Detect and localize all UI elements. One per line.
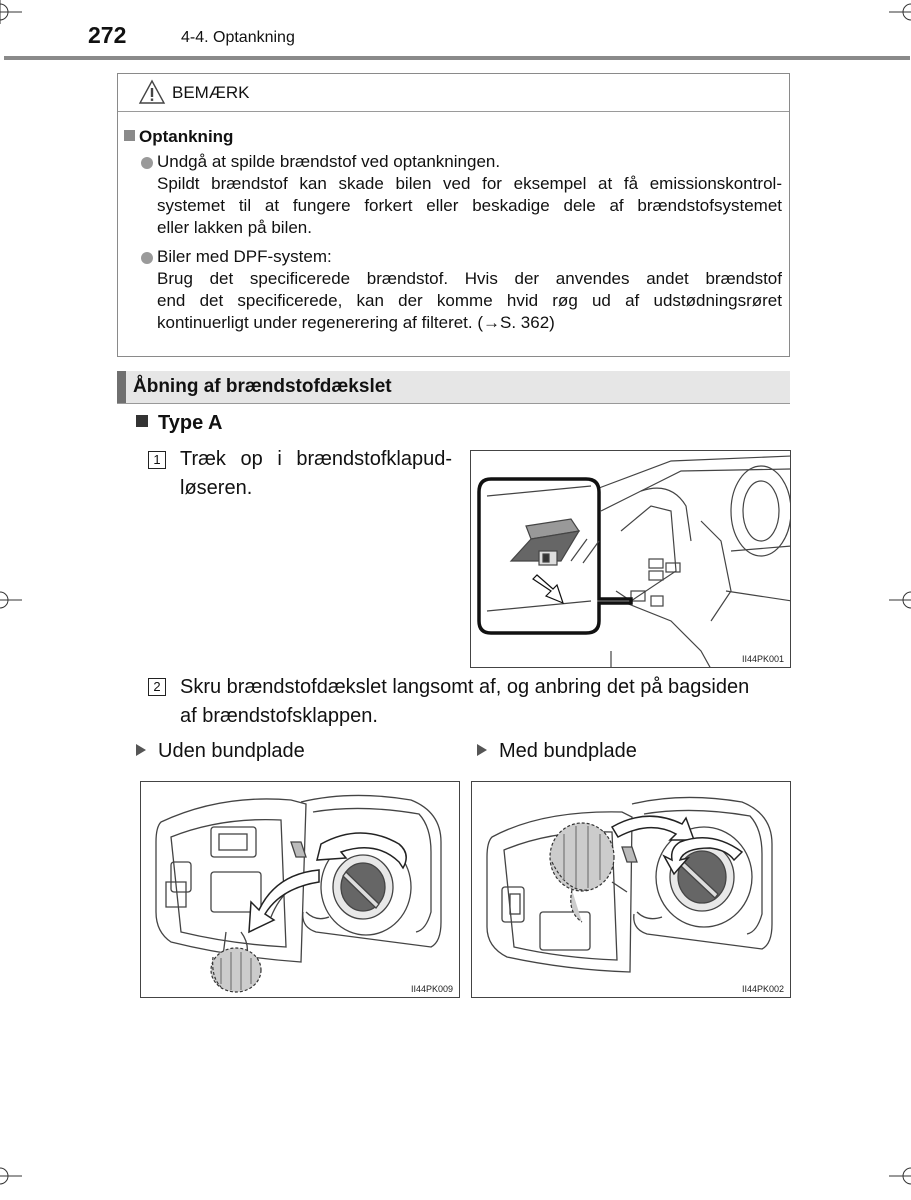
step-1-line-2: løseren. (180, 477, 253, 499)
section-title: 4-4. Optankning (181, 29, 295, 46)
step-1-line-1: Træk op i brændstofklapud- (180, 448, 452, 470)
option-right-text: Med bundplade (499, 740, 637, 762)
note-bullet-1-line-1: Spildt brændstof kan skade bilen ved for eksempel at få emissionskontrol- (157, 174, 782, 193)
note-header (118, 74, 789, 112)
section-heading-text: Åbning af brændstofdækslet (133, 376, 392, 397)
step-2-line-2: af brændstofsklappen. (180, 705, 378, 727)
triangle-bullet-icon (477, 744, 487, 756)
step-2-number: 2 (148, 678, 166, 696)
note-bullet-2-line-1: Brug det specificerede brændstof. Hvis der anvendes andet brændstof (157, 269, 782, 288)
section-heading (117, 371, 790, 404)
note-bullet-1-line-2: systemet til at fungere forkert eller beskadige dele af brændstofsystemet (157, 196, 782, 215)
figure-cap-without-underplate (140, 781, 460, 998)
option-without-underplate (136, 740, 305, 763)
triangle-bullet-icon (136, 744, 146, 756)
figure-code: II44PK001 (741, 654, 784, 664)
note-bullet-2-line-2: end det specificerede, kan der komme hvid røg ud af udstødningsrøret (157, 291, 782, 310)
note-bullet-2-line-3: kontinuerligt under regenerering af filteret. (→S. 362) (157, 313, 555, 332)
type-label-text: Type A (158, 412, 223, 434)
step-2-line-1: Skru brændstofdækslet langsomt af, og anbring det på bagsiden (180, 676, 750, 698)
crop-mark-bottom-left (0, 1164, 24, 1188)
note-bullet-1-lead: Undgå at spilde brændstof ved optankningen. (157, 152, 501, 171)
header-rule (4, 56, 910, 60)
figure-code: II44PK009 (410, 984, 453, 994)
bullet-dot-icon (141, 252, 153, 264)
type-label (136, 412, 222, 435)
crop-mark-left-mid (0, 588, 24, 612)
figure-code: II44PK002 (741, 984, 784, 994)
note-bullet-1-line-3: eller lakken på bilen. (157, 218, 312, 237)
heading-accent (117, 371, 126, 403)
bullet-dot-icon (141, 157, 153, 169)
crop-mark-top-right (887, 0, 911, 24)
crop-mark-top-left (0, 0, 24, 24)
note-subtitle (124, 127, 233, 147)
square-bullet-icon (124, 130, 135, 141)
warning-icon (138, 79, 166, 105)
step-1-number: 1 (148, 451, 166, 469)
figure-fuel-door-opener (470, 450, 791, 668)
fuel-cap-removal-left-illustration (141, 782, 460, 998)
crop-mark-right-mid (887, 588, 911, 612)
square-bullet-icon (136, 415, 148, 427)
option-with-underplate (477, 740, 637, 763)
fuel-door-opener-illustration (471, 451, 791, 668)
figure-cap-with-underplate (471, 781, 791, 998)
crop-mark-bottom-right (887, 1164, 911, 1188)
page-number: 272 (88, 22, 127, 48)
note-subtitle-text: Optankning (139, 127, 234, 146)
option-left-text: Uden bundplade (158, 740, 305, 762)
fuel-cap-removal-right-illustration (472, 782, 791, 998)
note-bullet-2-lead: Biler med DPF-system: (157, 247, 332, 266)
note-title: BEMÆRK (172, 83, 250, 102)
